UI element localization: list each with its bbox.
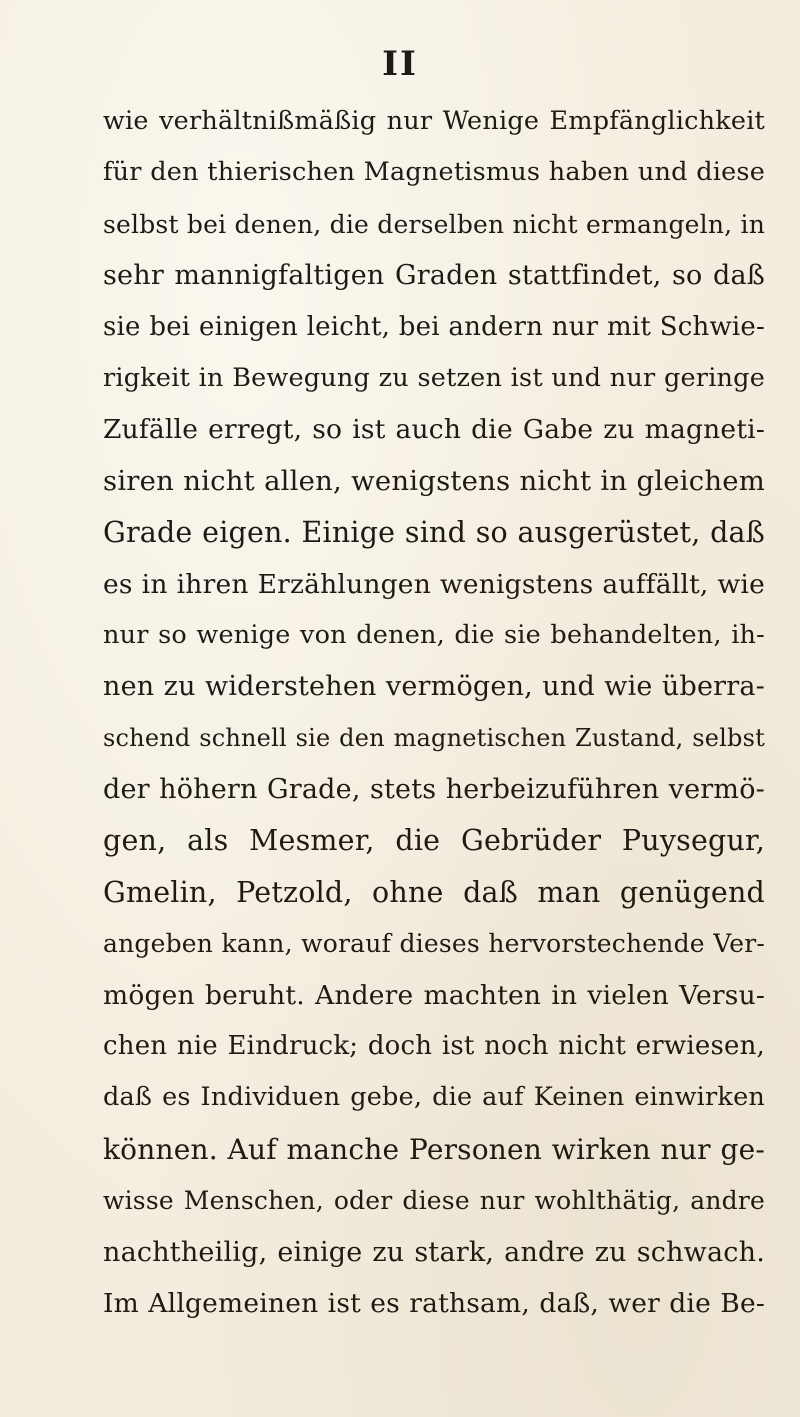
- text-line: daß es Individuen gebe, die auf Keinen einwirken: [103, 1082, 765, 1113]
- text-line: sehr mannigfaltigen Graden stattfindet, so daß: [103, 260, 765, 292]
- text-line: der höhern Grade, stets herbeizuführen vermö-: [103, 774, 765, 806]
- text-line: Im Allgemeinen ist es rathsam, daß, wer die Be-: [103, 1287, 765, 1319]
- text-line: selbst bei denen, die derselben nicht ermangeln, in: [103, 209, 765, 239]
- text-line: es in ihren Erzählungen wenigstens auffällt, wie: [103, 568, 765, 600]
- text-line: nachtheilig, einige zu stark, andre zu schwach.: [103, 1236, 765, 1268]
- text-line: siren nicht allen, wenigstens nicht in gleichem: [103, 464, 765, 497]
- text-line: Gmelin, Petzold, ohne daß man genügend: [103, 875, 765, 909]
- text-line: wie verhältnißmäßig nur Wenige Empfänglichkeit: [103, 106, 765, 136]
- page-number: II: [382, 44, 418, 84]
- text-line: sie bei einigen leicht, bei andern nur mit Schwie-: [103, 311, 765, 342]
- text-line: Grade eigen. Einige sind so ausgerüstet, daß: [103, 516, 765, 550]
- text-line: Zufälle erregt, so ist auch die Gabe zu magneti-: [103, 414, 765, 446]
- text-line: können. Auf manche Personen wirken nur ge-: [103, 1132, 765, 1166]
- text-line: nen zu widerstehen vermögen, und wie überra-: [103, 671, 765, 703]
- text-line: chen nie Eindruck; doch ist noch nicht erwiesen,: [103, 1031, 765, 1062]
- text-line: gen, als Mesmer, die Gebrüder Puysegur,: [103, 824, 765, 858]
- text-line: mögen beruht. Andere machten in vielen Versu-: [103, 979, 765, 1011]
- text-line: angeben kann, worauf dieses hervorstechende Ver-: [103, 929, 765, 959]
- body-text: [103, 96, 765, 1329]
- text-line: für den thierischen Magnetismus haben und diese: [103, 157, 765, 188]
- text-line: wisse Menschen, oder diese nur wohlthätig, andre: [103, 1186, 765, 1216]
- text-line: schend schnell sie den magnetischen Zustand, selbst: [103, 723, 765, 752]
- text-line: rigkeit in Bewegung zu setzen ist und nur geringe: [103, 362, 765, 393]
- text-line: nur so wenige von denen, die sie behandelten, ih-: [103, 619, 765, 650]
